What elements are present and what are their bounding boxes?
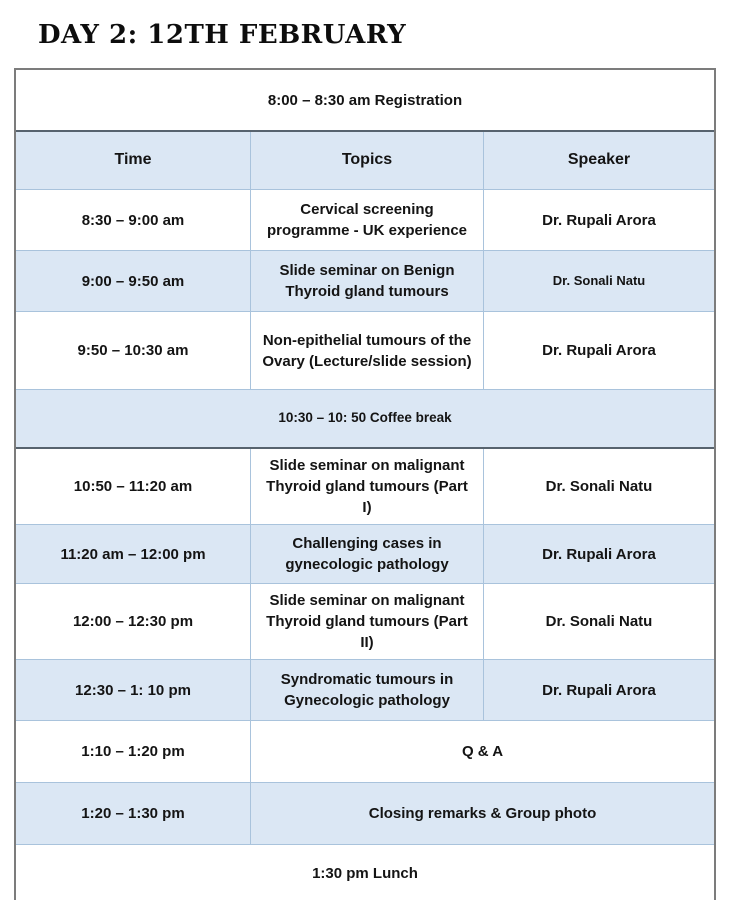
column-header-row (16, 132, 714, 190)
time-cell: 12:00 – 12:30 pm (16, 584, 251, 659)
time-cell: 8:30 – 9:00 am (16, 190, 251, 250)
closing-row (16, 783, 714, 845)
session-row (16, 312, 714, 390)
merged-topic-cell: Q & A (461, 743, 504, 760)
speaker-cell: Dr. Sonali Natu (552, 272, 646, 288)
column-header: Time (16, 132, 251, 189)
full-width-cell: 8:00 – 8:30 am Registration (267, 91, 463, 109)
session-row (16, 525, 714, 584)
time-cell: 1:10 – 1:20 pm (16, 721, 251, 782)
schedule-table (14, 68, 716, 900)
session-row (16, 449, 714, 525)
topic-cell: Syndromatic tumours in Gynecologic pathology (251, 660, 484, 720)
time-cell: 9:50 – 10:30 am (16, 312, 251, 389)
page-title: DAY 2: 12TH FEBRUARY (38, 20, 407, 50)
coffee-break-row (16, 390, 714, 449)
time-cell: 12:30 – 1: 10 pm (16, 660, 251, 720)
time-cell: 9:00 – 9:50 am (16, 251, 251, 311)
topic-cell: Slide seminar on Benign Thyroid gland tumours (251, 251, 484, 311)
lunch-row (16, 845, 714, 900)
session-row (16, 660, 714, 721)
speaker-cell: Dr. Rupali Arora (542, 545, 656, 563)
speaker-cell: Dr. Sonali Natu (545, 613, 653, 630)
speaker-cell: Dr. Sonali Natu (545, 478, 653, 495)
column-header: Topics (251, 132, 484, 189)
speaker-cell: Dr. Rupali Arora (542, 211, 656, 229)
session-row (16, 251, 714, 312)
session-row (16, 584, 714, 660)
qa-row (16, 721, 714, 783)
column-header: Speaker (567, 151, 631, 169)
topic-cell: Challenging cases in gynecologic pathology (251, 525, 484, 583)
topic-cell: Slide seminar on malignant Thyroid gland tumours (Part I) (251, 449, 484, 524)
time-cell: 1:20 – 1:30 pm (16, 783, 251, 844)
topic-cell: Cervical screening programme - UK experience (251, 190, 484, 250)
time-cell: 11:20 am – 12:00 pm (16, 525, 251, 583)
merged-topic-cell: Closing remarks & Group photo (368, 805, 597, 822)
speaker-cell: Dr. Rupali Arora (542, 681, 656, 699)
full-width-cell: 1:30 pm Lunch (312, 864, 418, 882)
topic-cell: Non-epithelial tumours of the Ovary (Lecture/slide session) (251, 312, 484, 389)
session-row (16, 190, 714, 251)
registration-row (16, 70, 714, 132)
speaker-cell: Dr. Rupali Arora (542, 342, 656, 359)
time-cell: 10:50 – 11:20 am (16, 449, 251, 524)
full-width-cell: 10:30 – 10: 50 Coffee break (278, 410, 452, 426)
topic-cell: Slide seminar on malignant Thyroid gland tumours (Part II) (251, 584, 484, 659)
